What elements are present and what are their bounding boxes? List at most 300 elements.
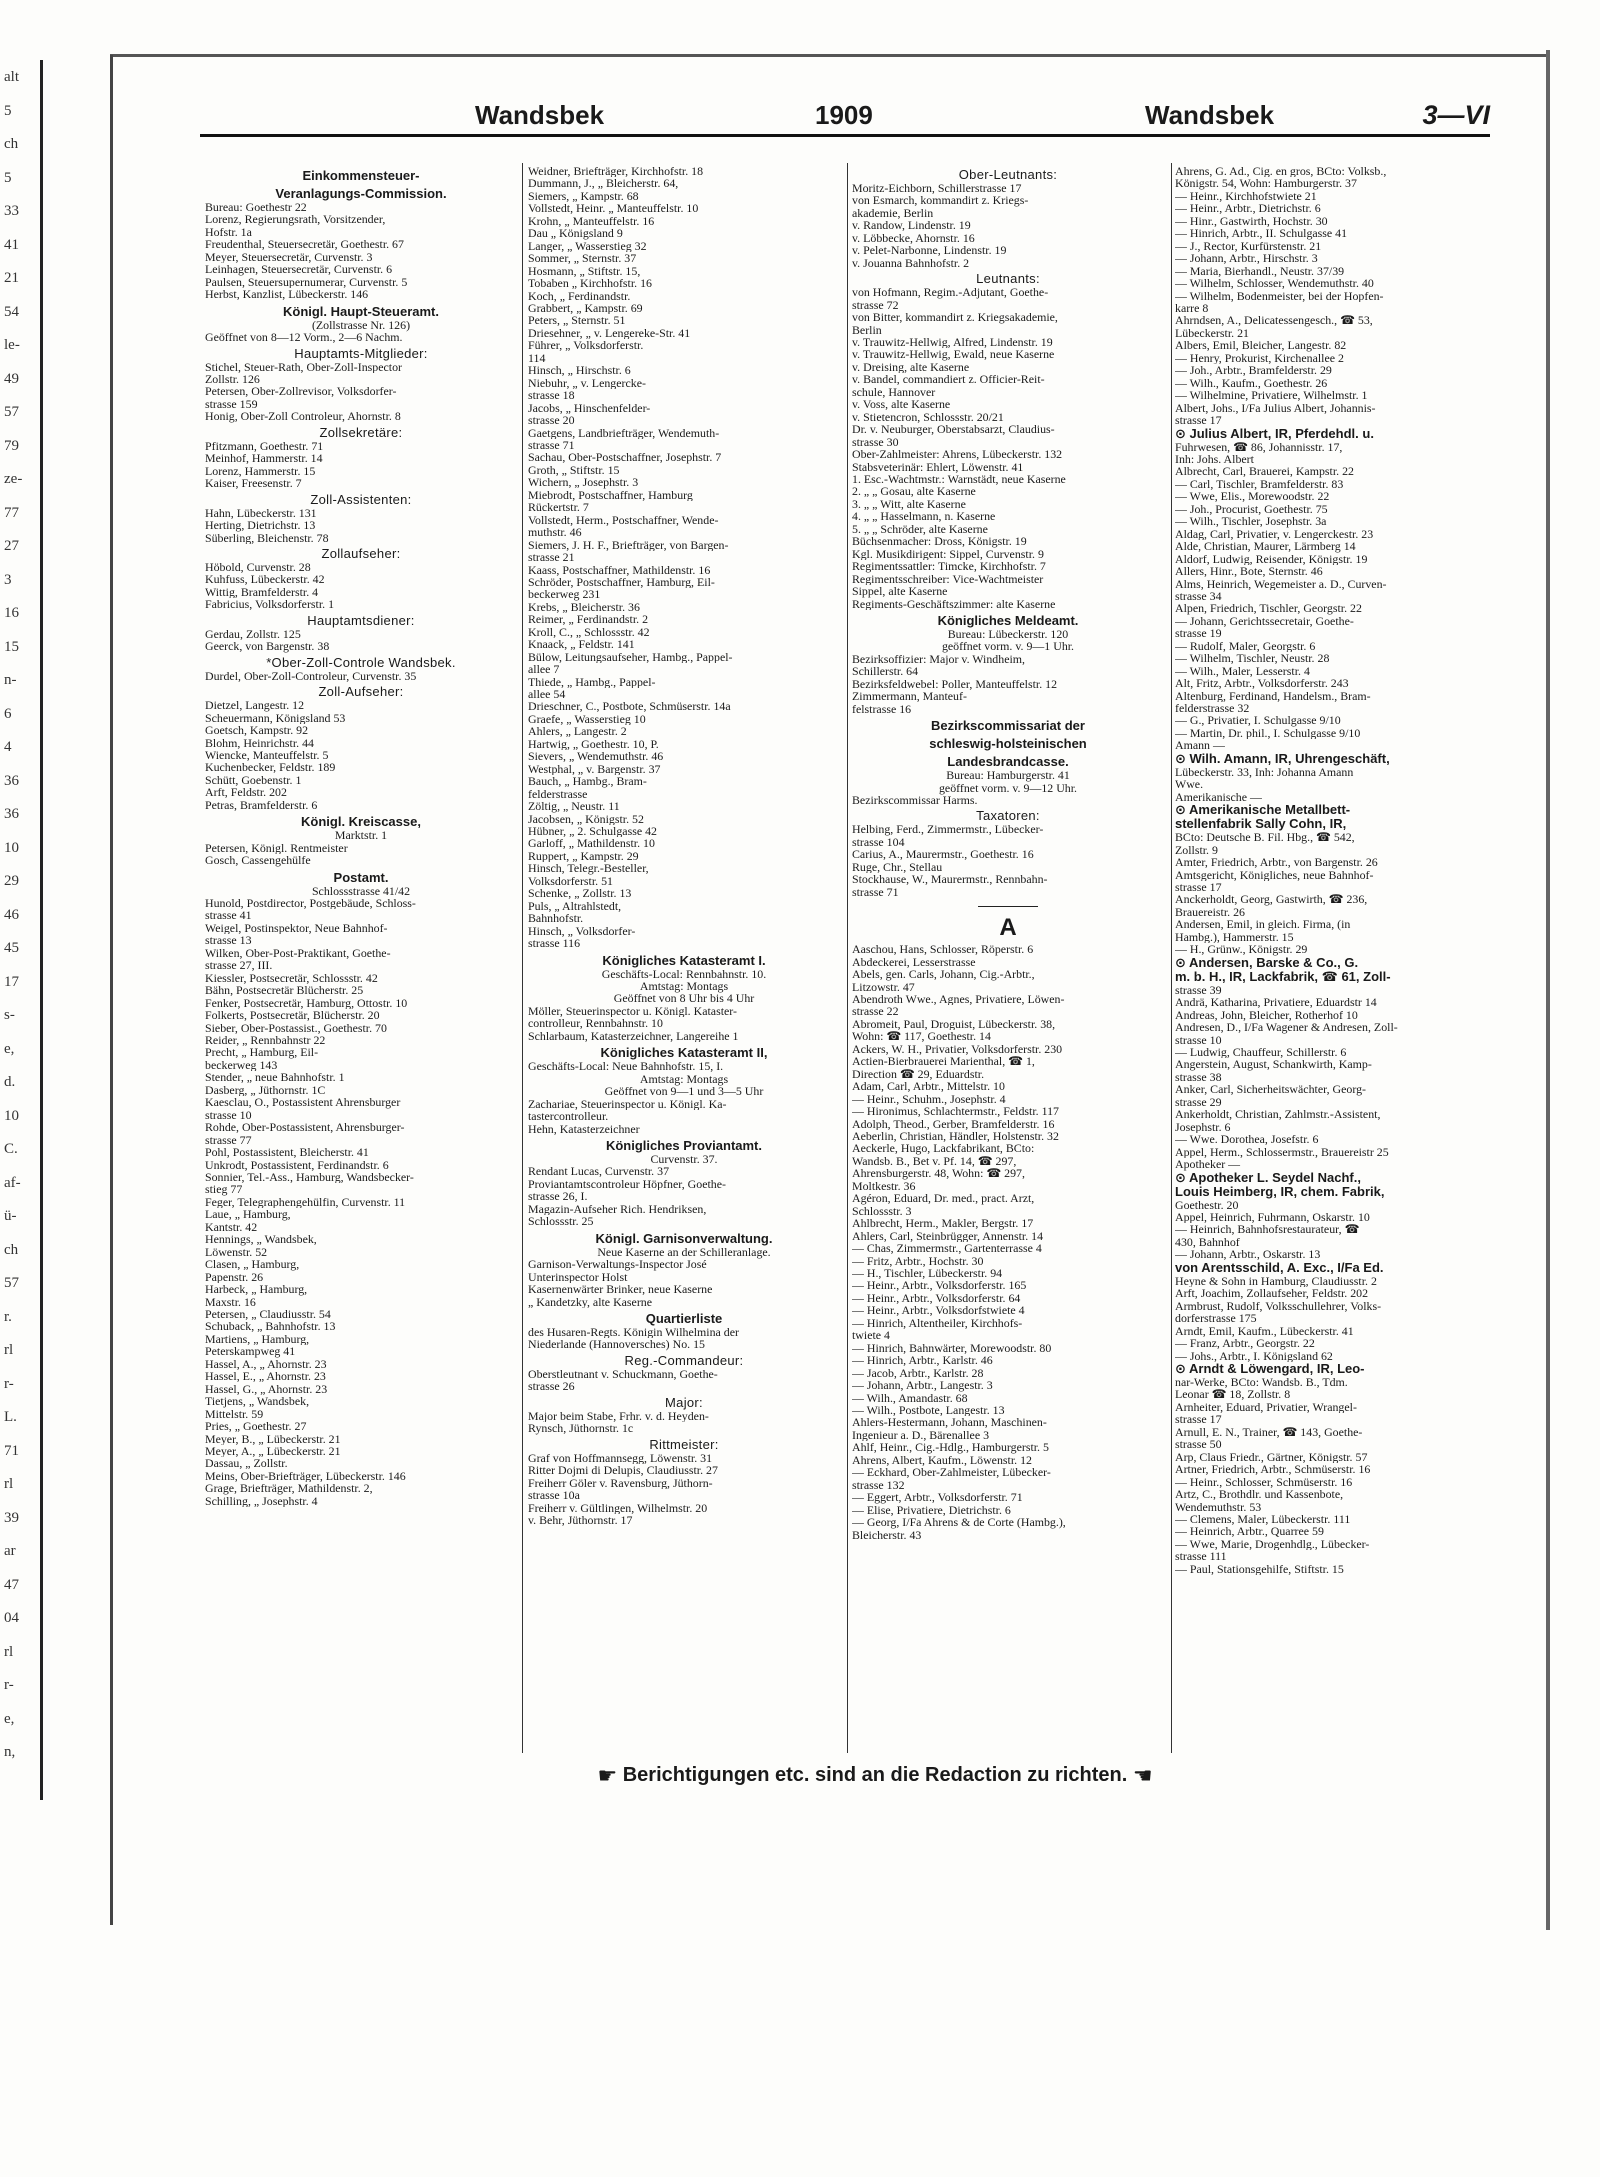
entry-line: — Hinr., Gastwirth, Hochstr. 30 bbox=[1175, 214, 1328, 228]
entry-line: Hübner, „ 2. Schulgasse 42 bbox=[528, 825, 657, 838]
entry-line: Harbeck, „ Hamburg, bbox=[205, 1283, 308, 1296]
entry-line: strasse 39 bbox=[1175, 983, 1222, 997]
entry-line: Kasernenwärter Brinker, neue Kaserne bbox=[528, 1283, 713, 1296]
entry-line: Aeckerle, Hugo, Lackfabrikant, BCto: bbox=[852, 1142, 1035, 1155]
margin-fragment: C. bbox=[4, 1141, 18, 1157]
directory-column-1 bbox=[205, 165, 517, 1750]
entry-line: — Maria, Bierhandl., Neustr. 37/39 bbox=[1175, 264, 1345, 278]
entry-line: strasse 27, III. bbox=[205, 959, 273, 972]
section-heading: Postamt. bbox=[333, 869, 389, 885]
margin-fragment: d. bbox=[4, 1074, 16, 1090]
subsection-heading: Hauptamts-Mitglieder: bbox=[294, 345, 428, 361]
entry-line: Büchsenmacher: Dross, Königstr. 19 bbox=[852, 535, 1027, 548]
entry-line: — Wilhelmine, Privatiere, Wilhelmstr. 1 bbox=[1175, 389, 1368, 402]
entry-line: v. Voss, alte Kaserne bbox=[852, 398, 951, 411]
entry-line: — Joh., Arbtr., Bramfelderstr. 29 bbox=[1175, 364, 1332, 377]
entry-line: — Wwe, Elis., Morewoodstr. 22 bbox=[1175, 490, 1330, 503]
scan-edge-left bbox=[110, 55, 113, 1925]
entry-line: v. Behr, Jüthornstr. 17 bbox=[528, 1513, 633, 1527]
advertisement-entry: Louis Heimberg, IR, chem. Fabrik, bbox=[1175, 1183, 1385, 1199]
entry-line: Ahrensburgerstr. 48, Wohn: ☎ 297, bbox=[852, 1167, 1025, 1180]
entry-line: Hinsch, „ Hirschstr. 6 bbox=[528, 364, 631, 377]
entry-line: Goetsch, Kampstr. 92 bbox=[205, 724, 309, 737]
entry-line: — Heinr., Arbtr., Volksdorferstr. 64 bbox=[852, 1291, 1021, 1305]
margin-fragment: af- bbox=[4, 1175, 21, 1191]
margin-fragment: ar bbox=[4, 1543, 16, 1559]
entry-line: Adolph, Theod., Gerber, Bramfelderstr. 16 bbox=[852, 1117, 1055, 1130]
margin-fragment: 71 bbox=[4, 1443, 19, 1459]
entry-line: Hinsch, „ Volksdorfer- bbox=[528, 924, 636, 938]
entry-line: Meyer, Steuersecretär, Curvenstr. 3 bbox=[205, 250, 373, 264]
entry-line: Magazin-Aufseher Rich. Hendriksen, bbox=[528, 1202, 707, 1216]
entry-line: Puls, „ Altrahlstedt, bbox=[528, 899, 622, 913]
entry-line: Dasberg, „ Jüthornstr. 1C bbox=[205, 1083, 326, 1097]
footer-notice bbox=[515, 1763, 1235, 1789]
entry-line: Kaesclau, O., Postassistent Ahrensburger bbox=[205, 1096, 401, 1109]
entry-line: Ingenieur a. D., Bärenallee 3 bbox=[852, 1428, 990, 1442]
entry-line: Stichel, Steuer-Rath, Ober-Zoll-Inspector bbox=[205, 360, 402, 373]
entry-line: Ahlf, Heinr., Cig.-Hdlg., Hamburgerstr. 5 bbox=[852, 1441, 1049, 1454]
entry-line: Alde, Christian, Maurer, Lärmberg 14 bbox=[1175, 540, 1356, 553]
entry-line: Durdel, Ober-Zoll-Controleur, Curvenstr. 35 bbox=[205, 669, 417, 683]
entry-line: Herting, Dietrichstr. 13 bbox=[205, 519, 316, 532]
entry-line: Stockhause, W., Maurermstr., Rennbahn- bbox=[852, 873, 1048, 886]
margin-fragment: 77 bbox=[4, 505, 19, 521]
entry-line: muthstr. 46 bbox=[528, 526, 582, 539]
entry-line: Dassau, „ Zollstr. bbox=[205, 1457, 288, 1470]
entry-line: Weigel, Postinspektor, Neue Bahnhof- bbox=[205, 921, 388, 935]
entry-line: Heyne & Sohn in Hamburg, Claudiusstr. 2 bbox=[1175, 1274, 1377, 1288]
margin-fragment: 46 bbox=[4, 907, 19, 923]
entry-line: Kgl. Musikdirigent: Sippel, Curvenstr. 9 bbox=[852, 547, 1044, 561]
column-rule bbox=[847, 163, 848, 1753]
entry-line: Josephstr. 6 bbox=[1175, 1120, 1231, 1134]
advertisement-entry: m. b. H., IR, Lackfabrik, ☎ 61, Zoll- bbox=[1175, 968, 1391, 984]
margin-fragment: 27 bbox=[4, 538, 19, 554]
entry-line: strasse 10a bbox=[528, 1489, 580, 1502]
entry-line: Sieber, Ober-Postassist., Goethestr. 70 bbox=[205, 1021, 387, 1035]
entry-line: v. Jouanna Bahnhofstr. 2 bbox=[852, 256, 970, 270]
entry-line: Hosmann, „ Stiftstr. 15, bbox=[528, 264, 641, 278]
margin-fragment: 39 bbox=[4, 1510, 19, 1526]
section-heading: schleswig-holsteinischen bbox=[929, 736, 1087, 752]
entry-line: Unterinspector Holst bbox=[528, 1270, 628, 1284]
margin-fragment: ch bbox=[4, 136, 19, 152]
entry-line: Schlossstr. 3 bbox=[852, 1204, 912, 1218]
section-heading: Bezirkscommissariat der bbox=[931, 718, 1085, 734]
entry-line: Bezirkscommissar Harms. bbox=[852, 794, 978, 807]
entry-line: Graf von Hoffmannsegg, Löwenstr. 31 bbox=[528, 1451, 713, 1465]
entry-line: — H., Grünw., Königstr. 29 bbox=[1175, 943, 1308, 956]
entry-line: Groth, „ Stiftstr. 15 bbox=[528, 463, 620, 477]
entry-line: Abels, gen. Carls, Johann, Cig.-Arbtr., bbox=[852, 968, 1035, 981]
entry-line: Höbold, Curvenstr. 28 bbox=[205, 560, 311, 574]
entry-line: — Wilh., Kaufm., Goethestr. 26 bbox=[1175, 376, 1328, 390]
entry-line: — Hinrich, Altentheiler, Kirchhofs- bbox=[852, 1316, 1023, 1330]
entry-line: Schlarbaum, Katasterzeichner, Langereihe 1 bbox=[528, 1029, 739, 1043]
pointing-hand-left-icon: ☚ bbox=[1132, 1763, 1153, 1788]
entry-line: Arft, Joachim, Zollaufseher, Feldstr. 202 bbox=[1175, 1287, 1369, 1300]
entry-line: strasse 104 bbox=[852, 835, 905, 849]
entry-line: Petersen, Königl. Rentmeister bbox=[205, 841, 348, 855]
entry-line: — Heinrich, Arbtr., Quarree 59 bbox=[1175, 1525, 1324, 1538]
margin-fragment: 41 bbox=[4, 237, 19, 253]
entry-line: Ankerholdt, Christian, Zahlmstr.-Assistent, bbox=[1175, 1108, 1381, 1121]
entry-line: Zollstr. 126 bbox=[205, 372, 260, 386]
section-heading: Königliches Proviantamt. bbox=[605, 1137, 763, 1153]
header-year: 1909 bbox=[815, 100, 873, 130]
entry-line: Schilling, „ Josephstr. 4 bbox=[205, 1494, 318, 1508]
entry-line: Hassel, E., „ Ahornstr. 23 bbox=[205, 1370, 326, 1383]
entry-line: — Eggert, Arbtr., Volksdorferstr. 71 bbox=[852, 1491, 1023, 1504]
entry-line: beckerweg 143 bbox=[205, 1058, 278, 1072]
entry-line: Hambg.), Hammerstr. 15 bbox=[1175, 930, 1294, 944]
entry-line: strasse 17 bbox=[1175, 1413, 1222, 1426]
entry-line: Führer, „ Volksdorferstr. bbox=[528, 339, 644, 352]
entry-line: Amann — bbox=[1175, 739, 1225, 752]
centered-note: Bureau: Hamburgerstr. 41 bbox=[946, 768, 1070, 783]
section-heading: Landesbrandcasse. bbox=[947, 754, 1069, 770]
entry-line: Wendemuthstr. 53 bbox=[1175, 1500, 1262, 1513]
entry-line: strasse 17 bbox=[1175, 881, 1222, 894]
margin-fragment: ch bbox=[4, 1242, 19, 1258]
entry-line: Dietzel, Langestr. 12 bbox=[205, 699, 305, 712]
margin-fragment: rl bbox=[4, 1476, 14, 1492]
margin-fragment: 54 bbox=[4, 304, 19, 320]
centered-note: Neue Kaserne an der Schilleranlage. bbox=[597, 1244, 771, 1259]
entry-line: Moltkestr. 36 bbox=[852, 1179, 916, 1193]
subsection-heading: Zollsekretäre: bbox=[319, 424, 403, 440]
section-heading: Königl. Garnisonverwaltung. bbox=[595, 1230, 773, 1246]
entry-line: Königstr. 54, Wohn: Hamburgerstr. 37 bbox=[1175, 177, 1357, 190]
entry-line: Hennings, „ Wandsbek, bbox=[205, 1233, 317, 1246]
entry-line: Fenker, Postsecretär, Hamburg, Ottostr. 10 bbox=[205, 996, 408, 1010]
entry-line: Geschäfts-Local: Neue Bahnhofstr. 15, I. bbox=[528, 1060, 724, 1073]
entry-line: Martiens, „ Hamburg, bbox=[205, 1332, 310, 1346]
entry-line: strasse 111 bbox=[1175, 1550, 1227, 1563]
entry-line: — Rudolf, Maler, Georgstr. 6 bbox=[1175, 639, 1316, 653]
entry-line: Wittig, Bramfelderstr. 4 bbox=[205, 585, 319, 599]
header-page-number: 3—VI bbox=[1422, 100, 1490, 130]
entry-line: Albrecht, Carl, Brauerei, Kampstr. 22 bbox=[1175, 465, 1354, 478]
entry-line: Kuchenbecker, Feldstr. 189 bbox=[205, 761, 336, 774]
entry-line: BCto: Deutsche B. Fil. Hbg., ☎ 542, bbox=[1175, 831, 1355, 844]
entry-line: Artz, C., Brothdlr. und Kassenbote, bbox=[1175, 1488, 1344, 1501]
entry-line: allee 7 bbox=[528, 663, 560, 676]
centered-note: Curvenstr. 37. bbox=[650, 1151, 718, 1166]
entry-line: — Ludwig, Chauffeur, Schillerstr. 6 bbox=[1175, 1046, 1347, 1059]
margin-fragment: 6 bbox=[4, 706, 12, 722]
entry-line: controlleur, Rennbahnstr. 10 bbox=[528, 1017, 663, 1030]
margin-fragment: 21 bbox=[4, 270, 19, 286]
margin-fragment: 36 bbox=[4, 773, 19, 789]
margin-fragment: 79 bbox=[4, 438, 19, 454]
centered-note: (Zollstrasse Nr. 126) bbox=[311, 317, 411, 332]
entry-line: — Johann, Arbtr., Oskarstr. 13 bbox=[1175, 1248, 1321, 1261]
entry-line: Sievers, „ Wendemuthstr. 46 bbox=[528, 750, 664, 763]
entry-line: Meyer, B., „ Lübeckerstr. 21 bbox=[205, 1432, 341, 1445]
entry-line: Schütt, Goebenstr. 1 bbox=[205, 773, 302, 787]
margin-fragment: 5 bbox=[4, 103, 12, 119]
entry-line: Regimentsschreiber: Vice-Wachtmeister bbox=[852, 572, 1044, 586]
entry-line: Freiherr v. Gültlingen, Wilhelmstr. 20 bbox=[528, 1501, 708, 1514]
entry-line: Meinhof, Hammerstr. 14 bbox=[205, 452, 323, 465]
entry-line: Sachau, Ober-Postschaffner, Josephstr. 7 bbox=[528, 451, 722, 464]
entry-line: — Wilhelm, Tischler, Neustr. 28 bbox=[1175, 652, 1330, 665]
entry-line: Meins, Ober-Briefträger, Lübeckerstr. 146 bbox=[205, 1469, 406, 1483]
entry-line: Grage, Briefträger, Mathildenstr. 2, bbox=[205, 1482, 373, 1495]
entry-line: Miebrodt, Postschaffner, Hamburg bbox=[528, 488, 693, 502]
entry-line: Freiherr Göler v. Ravensburg, Jüthorn- bbox=[528, 1476, 713, 1490]
entry-line: Lorenz, Hammerstr. 15 bbox=[205, 464, 316, 478]
entry-line: Peterskampweg 41 bbox=[205, 1345, 296, 1358]
entry-line: Aeberlin, Christian, Händler, Holstenstr. 32 bbox=[852, 1130, 1059, 1143]
entry-line: Grabbert, „ Kampstr. 69 bbox=[528, 301, 643, 315]
advertisement-entry: ⊙ Andersen, Barske & Co., G. bbox=[1175, 954, 1359, 970]
centered-note: Amtstag: Montags bbox=[639, 1071, 729, 1086]
entry-line: Schenke, „ Zollstr. 13 bbox=[528, 887, 632, 900]
entry-line: Möller, Steuerinspector u. Königl. Kataster- bbox=[528, 1004, 737, 1018]
entry-line: Bauch, „ Hambg., Bram- bbox=[528, 775, 647, 788]
margin-fragment: r- bbox=[4, 1677, 14, 1693]
entry-line: — Hinrich, Bahnwärter, Morewoodstr. 80 bbox=[852, 1341, 1052, 1355]
margin-fragment: 33 bbox=[4, 203, 19, 219]
subsection-heading: Hauptamtsdiener: bbox=[307, 612, 415, 628]
entry-line: Hinsch, Telegr.-Besteller, bbox=[528, 862, 649, 875]
margin-fragment: rl bbox=[4, 1644, 14, 1660]
entry-line: strasse 26, I. bbox=[528, 1190, 588, 1203]
entry-line: strasse 41 bbox=[205, 909, 252, 922]
entry-line: — Wilhelm, Schlosser, Wendemuthstr. 40 bbox=[1175, 277, 1374, 290]
section-heading: Quartierliste bbox=[645, 1310, 723, 1326]
entry-line: strasse 50 bbox=[1175, 1438, 1222, 1451]
entry-line: Ackers, W. H., Privatier, Volksdorferstr. 230 bbox=[852, 1042, 1063, 1056]
section-heading: Königliches Meldeamt. bbox=[937, 612, 1079, 628]
entry-line: Stender, „ neue Bahnhofstr. 1 bbox=[205, 1071, 345, 1084]
entry-line: — J., Rector, Kurfürstenstr. 21 bbox=[1175, 239, 1322, 253]
margin-fragment: rl bbox=[4, 1342, 14, 1358]
margin-fragment: 10 bbox=[4, 1108, 19, 1124]
entry-line: Andrä, Katharina, Privatiere, Eduardstr 14 bbox=[1175, 996, 1377, 1009]
entry-line: Graefe, „ Wasserstieg 10 bbox=[528, 712, 646, 726]
entry-line: Petras, Bramfelderstr. 6 bbox=[205, 798, 318, 812]
entry-line: v. Trauwitz-Hellwig, Alfred, Lindenstr. 19 bbox=[852, 335, 1053, 349]
margin-fragment: 04 bbox=[4, 1610, 19, 1626]
entry-line: Ahrens, G. Ad., Cig. en gros, BCto: Volksb., bbox=[1175, 165, 1387, 178]
entry-line: Leinhagen, Steuersecretär, Curvenstr. 6 bbox=[205, 263, 393, 276]
entry-line: v. Stietencron, Schlossstr. 20/21 bbox=[852, 410, 1004, 424]
entry-line: Folkerts, Postsecretär, Blücherstr. 20 bbox=[205, 1009, 380, 1022]
entry-line: — Heinr., Arbtr., Volksdorfstwiete 4 bbox=[852, 1304, 1025, 1317]
entry-line: Gaetgens, Landbriefträger, Wendemuth- bbox=[528, 426, 720, 439]
entry-line: — Franz, Arbtr., Georgstr. 22 bbox=[1175, 1337, 1315, 1350]
centered-note: Bureau: Lübeckerstr. 120 bbox=[947, 626, 1069, 641]
entry-line: — Clemens, Maler, Lübeckerstr. 111 bbox=[1175, 1512, 1351, 1526]
entry-line: Schuback, „ Bahnhofstr. 13 bbox=[205, 1320, 336, 1333]
column-rule bbox=[522, 163, 523, 1753]
entry-line: Tietjens, „ Wandsbek, bbox=[205, 1395, 310, 1408]
margin-fragment: 16 bbox=[4, 605, 19, 621]
entry-line: stieg 77 bbox=[205, 1183, 243, 1196]
entry-line: Leonar ☎ 18, Zollstr. 8 bbox=[1175, 1388, 1291, 1401]
entry-line: von Esmarch, kommandirt z. Kriegs- bbox=[852, 194, 1029, 207]
entry-line: Rückertstr. 7 bbox=[528, 501, 589, 514]
subsection-heading: Zoll-Aufseher: bbox=[318, 684, 404, 700]
entry-line: Schlossstr. 25 bbox=[528, 1215, 594, 1228]
entry-line: — Hinrich, Arbtr., II. Schulgasse 41 bbox=[1175, 227, 1348, 240]
entry-line: 2. „ „ Gosau, alte Kaserne bbox=[852, 485, 976, 498]
entry-line: Albert, Johs., I/Fa Julius Albert, Johannis- bbox=[1175, 401, 1376, 415]
entry-line: Bähn, Postsecretär Blücherstr. 25 bbox=[205, 984, 364, 997]
entry-line: Alpen, Friedrich, Tischler, Georgstr. 22 bbox=[1175, 602, 1362, 615]
advertisement-entry: ⊙ Julius Albert, IR, Pferdehdl. u. bbox=[1175, 425, 1374, 441]
entry-line: — Martin, Dr. phil., I. Schulgasse 9/10 bbox=[1175, 726, 1361, 740]
entry-line: Kuhfuss, Lübeckerstr. 42 bbox=[205, 573, 325, 586]
entry-line: — Heinrich, Bahnhofsrestaurateur, ☎ bbox=[1175, 1223, 1360, 1236]
entry-line: Arp, Claus Friedr., Gärtner, Königstr. 57 bbox=[1175, 1450, 1368, 1464]
entry-line: Niederlande (Hannoversches) No. 15 bbox=[528, 1338, 705, 1351]
entry-line: strasse 19 bbox=[1175, 627, 1222, 640]
entry-line: Abdeckerei, Lesserstrasse bbox=[852, 955, 976, 969]
entry-line: Knaack, „ Feldstr. 141 bbox=[528, 638, 635, 651]
entry-line: Honig, Ober-Zoll Controleur, Ahornstr. 8 bbox=[205, 410, 401, 423]
entry-line: Freudenthal, Steuersecretär, Goethestr. 67 bbox=[205, 238, 404, 251]
entry-line: Inh: Johs. Albert bbox=[1175, 452, 1254, 466]
entry-line: v. Dreising, alte Kaserne bbox=[852, 360, 970, 374]
entry-line: Wiencke, Manteuffelstr. 5 bbox=[205, 748, 329, 762]
entry-line: Arndt, Emil, Kaufm., Lübeckerstr. 41 bbox=[1175, 1324, 1354, 1338]
margin-fragment: ze- bbox=[4, 471, 23, 487]
entry-line: Lorenz, Regierungsrath, Vorsitzender, bbox=[205, 213, 386, 226]
entry-line: strasse 30 bbox=[852, 435, 899, 449]
entry-line: Meyer, A., „ Lübeckerstr. 21 bbox=[205, 1444, 341, 1458]
entry-line: Rohde, Ober-Postassistent, Ahrensburger- bbox=[205, 1121, 405, 1134]
margin-fragment: le- bbox=[4, 337, 20, 353]
entry-line: Bleicherstr. 43 bbox=[852, 1528, 922, 1541]
margin-fragment: 49 bbox=[4, 371, 19, 387]
entry-line: Weidner, Briefträger, Kirchhofstr. 18 bbox=[528, 165, 704, 178]
entry-line: Anckerholdt, Georg, Gastwirth, ☎ 236, bbox=[1175, 893, 1368, 906]
entry-line: von Hofmann, Regim.-Adjutant, Goethe- bbox=[852, 286, 1049, 299]
entry-line: Aaschou, Hans, Schlosser, Röperstr. 6 bbox=[852, 943, 1034, 956]
entry-line: Oberstleutnant v. Schuckmann, Goethe- bbox=[528, 1367, 718, 1381]
entry-line: v. Trauwitz-Hellwig, Ewald, neue Kaserne bbox=[852, 348, 1055, 361]
entry-line: 1. Esc.-Wachtmstr.: Warnstädt, neue Kaserne bbox=[852, 472, 1066, 486]
centered-note: geöffnet vorm. v. 9—12 Uhr. bbox=[938, 780, 1078, 795]
margin-fragment: 3 bbox=[4, 572, 12, 588]
entry-line: Precht, „ Hamburg, Eil- bbox=[205, 1046, 319, 1059]
entry-line: — G., Privatier, I. Schulgasse 9/10 bbox=[1175, 714, 1341, 727]
entry-line: Moritz-Eichborn, Schillerstrasse 17 bbox=[852, 182, 1022, 195]
entry-line: Süberling, Bleichenstr. 78 bbox=[205, 531, 329, 544]
entry-line: Garloff, „ Mathildenstr. 10 bbox=[528, 837, 655, 850]
entry-line: 4. „ „ Hasselmann, n. Kaserne bbox=[852, 510, 996, 523]
entry-line: Actien-Bierbrauerei Marienthal, ☎ 1, bbox=[852, 1055, 1035, 1068]
entry-line: Geerck, von Bargenstr. 38 bbox=[205, 640, 330, 653]
entry-line: Rendant Lucas, Curvenstr. 37 bbox=[528, 1165, 670, 1178]
margin-fragment: L. bbox=[4, 1409, 17, 1425]
entry-line: Ahlbrecht, Herm., Makler, Bergstr. 17 bbox=[852, 1217, 1034, 1230]
entry-line: — H., Tischler, Lübeckerstr. 94 bbox=[852, 1266, 1003, 1280]
entry-line: — Carl, Tischler, Bramfelderstr. 83 bbox=[1175, 477, 1344, 491]
entry-line: — Wilh., Postbote, Langestr. 13 bbox=[852, 1403, 1005, 1417]
entry-line: Agéron, Eduard, Dr. med., pract. Arzt, bbox=[852, 1192, 1035, 1205]
entry-line: Appel, Heinrich, Fuhrmann, Oskarstr. 10 bbox=[1175, 1210, 1370, 1224]
entry-line: Drieschner, C., Postbote, Schmüserstr. 14a bbox=[528, 700, 731, 713]
entry-line: Ober-Zahlmeister: Ahrens, Lübeckerstr. 132 bbox=[852, 448, 1063, 461]
scan-edge-top bbox=[110, 54, 1550, 57]
entry-line: — Jacob, Arbtr., Karlstr. 28 bbox=[852, 1366, 984, 1380]
entry-line: Siemers, „ Kampstr. 68 bbox=[528, 189, 639, 203]
entry-line: — Chas, Zimmermstr., Gartenterrasse 4 bbox=[852, 1242, 1042, 1255]
entry-line: Hahn, Lübeckerstr. 131 bbox=[205, 506, 317, 520]
entry-line: strasse 77 bbox=[205, 1133, 252, 1147]
advertisement-entry: von Arentsschild, A. Exc., I/Fa Ed. bbox=[1175, 1259, 1384, 1275]
subsection-heading: Major: bbox=[665, 1394, 703, 1410]
entry-line: Wilken, Ober-Post-Praktikant, Goethe- bbox=[205, 946, 391, 960]
entry-line: Kroll, C., „ Schlossstr. 42 bbox=[528, 625, 650, 639]
header-town-left: Wandsbek bbox=[475, 100, 605, 130]
entry-line: Appel, Herm., Schlossermstr., Brauereistr 25 bbox=[1175, 1145, 1389, 1159]
entry-line: strasse 22 bbox=[852, 1005, 899, 1018]
entry-line: Bezirksfeldwebel: Poller, Manteuffelstr. 12 bbox=[852, 677, 1058, 691]
subsection-heading: Taxatoren: bbox=[976, 808, 1040, 824]
entry-line: Angerstein, August, Schankwirth, Kamp- bbox=[1175, 1058, 1372, 1071]
entry-line: Krohn, „ Manteuffelstr. 16 bbox=[528, 214, 655, 228]
entry-line: Bureau: Goethestr 22 bbox=[205, 201, 307, 214]
advertisement-entry: stellenfabrik Sally Cohn, IR, bbox=[1175, 816, 1347, 832]
entry-line: Petersen, Ober-Zollrevisor, Volksdorfer- bbox=[205, 385, 397, 398]
entry-line: Feger, Telegraphengehülfin, Curvenstr. 11 bbox=[205, 1195, 406, 1209]
entry-line: Aldorf, Ludwig, Reisender, Königstr. 19 bbox=[1175, 552, 1368, 566]
entry-line: v. Löbbecke, Ahornstr. 16 bbox=[852, 231, 975, 245]
entry-line: Ruppert, „ Kampstr. 29 bbox=[528, 849, 639, 863]
entry-line: nar-Werke, BCto: Wandsb. B., Tdm. bbox=[1175, 1375, 1348, 1389]
pointing-hand-right-icon: ☛ bbox=[597, 1763, 618, 1788]
entry-line: strasse 29 bbox=[1175, 1095, 1222, 1109]
entry-line: 114 bbox=[528, 351, 546, 365]
margin-fragment: ü- bbox=[4, 1208, 17, 1224]
entry-line: Papenstr. 26 bbox=[205, 1270, 264, 1284]
entry-line: — Hinrich, Arbtr., Karlstr. 46 bbox=[852, 1354, 993, 1367]
margin-fragment: 10 bbox=[4, 840, 19, 856]
letter-heading: A bbox=[999, 914, 1017, 942]
entry-line: Ritter Dojmi di Delupis, Claudiusstr. 27 bbox=[528, 1464, 718, 1477]
entry-line: Abromeit, Paul, Droguist, Lübeckerstr. 38, bbox=[852, 1017, 1056, 1031]
entry-line: Aldag, Carl, Privatier, v. Lengerckestr. 23 bbox=[1175, 527, 1374, 541]
entry-line: beckerweg 231 bbox=[528, 588, 601, 601]
entry-line: Thiede, „ Hambg., Pappel- bbox=[528, 675, 656, 689]
section-heading: Königl. Haupt-Steueramt. bbox=[282, 303, 439, 319]
entry-line: Arft, Feldstr. 202 bbox=[205, 786, 287, 799]
entry-line: — Hironimus, Schlachtermstr., Feldstr. 117 bbox=[852, 1105, 1059, 1118]
entry-line: — Heinr., Kirchhofstwiete 21 bbox=[1175, 189, 1317, 203]
section-heading: Einkommensteuer- bbox=[302, 168, 420, 183]
entry-line: Fuhrwesen, ☎ 86, Johannisstr. 17, bbox=[1175, 440, 1343, 453]
entry-line: Peters, „ Sternstr. 51 bbox=[528, 314, 626, 327]
margin-fragment: 57 bbox=[4, 404, 19, 420]
entry-line: Unkrodt, Postassistent, Ferdinandstr. 6 bbox=[205, 1158, 389, 1171]
entry-line: Bülow, Leitungsaufseher, Hambg., Pappel- bbox=[528, 650, 733, 664]
entry-line: Sommer, „ Sternstr. 37 bbox=[528, 252, 637, 265]
entry-line: strasse 13 bbox=[205, 934, 252, 947]
entry-line: Wandsb. B., Bet v. Pf. 14, ☎ 297, bbox=[852, 1154, 1017, 1168]
entry-line: Goethestr. 20 bbox=[1175, 1198, 1239, 1211]
entry-line: Zachariae, Steuerinspector u. Königl. Ka- bbox=[528, 1097, 727, 1111]
entry-line: Helbing, Ferd., Zimmermstr., Lübecker- bbox=[852, 823, 1044, 836]
entry-line: Kiessler, Postsecretär, Schlossstr. 42 bbox=[205, 971, 378, 985]
section-heading: Königl. Kreiscasse, bbox=[301, 814, 421, 830]
